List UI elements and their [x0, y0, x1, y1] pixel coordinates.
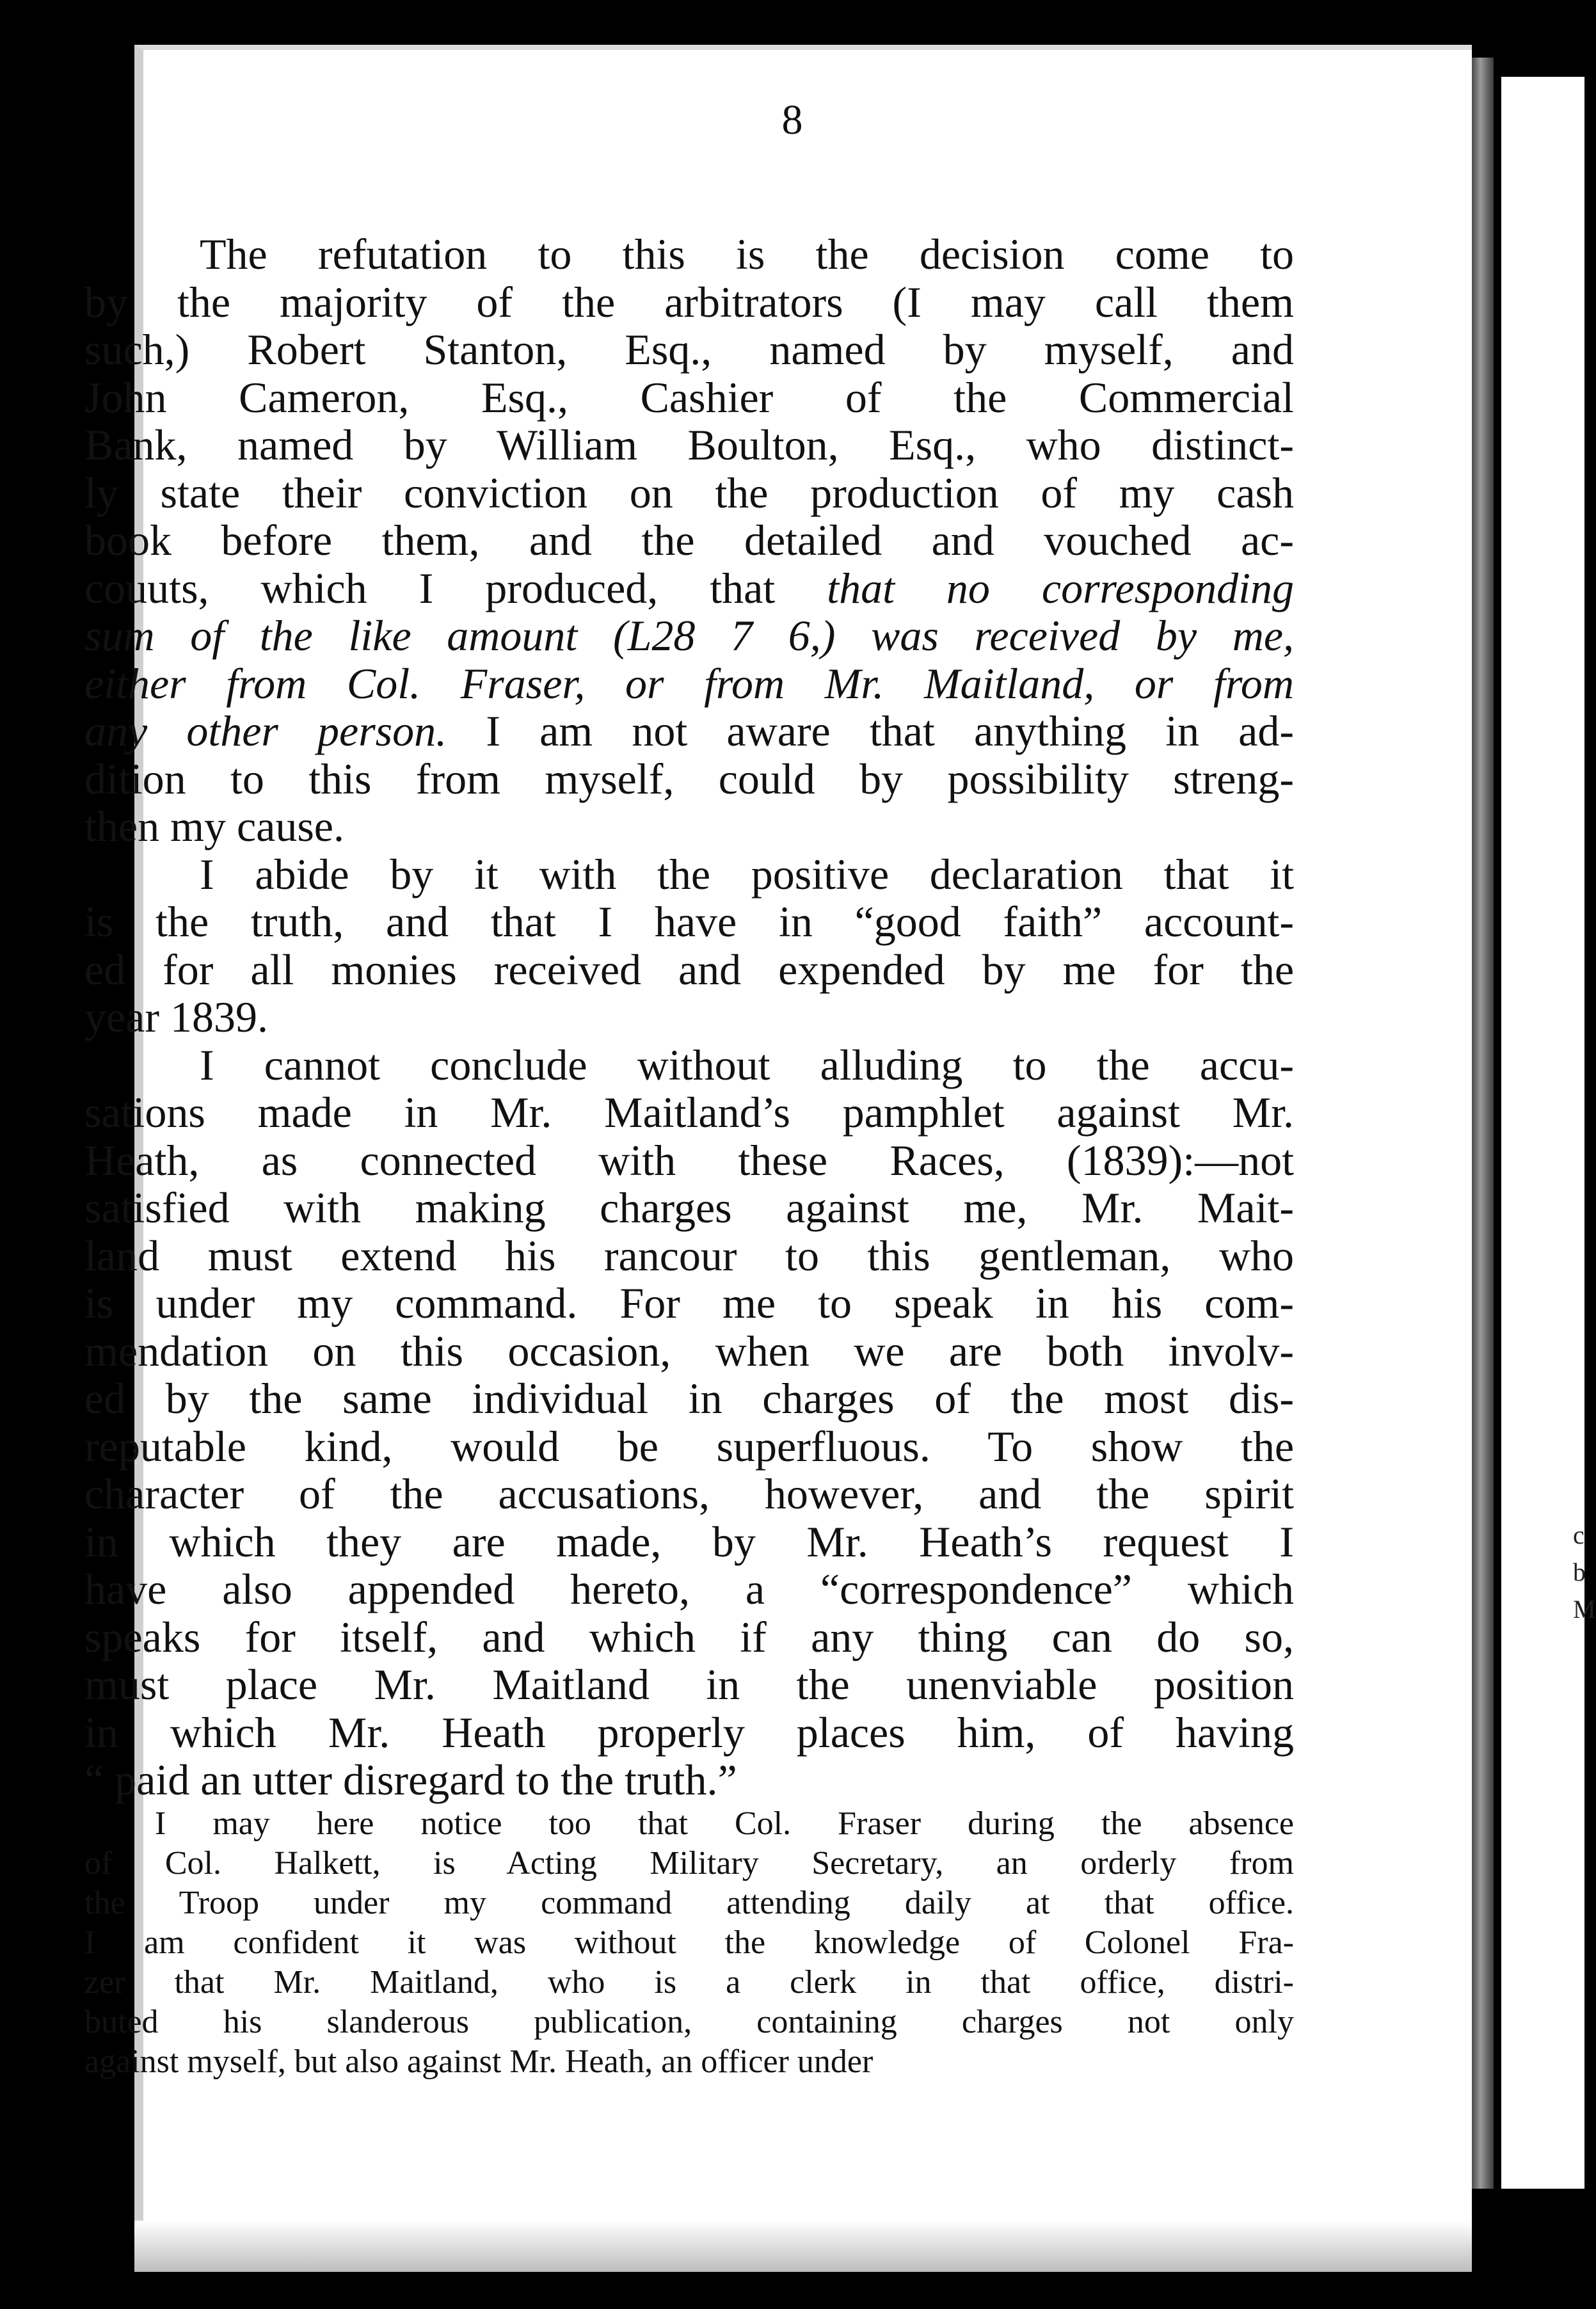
italic-run: either from Col. Fraser, or from Mr. Maitland, or from: [84, 659, 1294, 708]
text-line: such,) Robert Stanton, Esq., named by myself, and: [84, 325, 1294, 374]
next-leaf-letter: M: [1573, 1595, 1596, 1624]
text-line: in which Mr. Heath properly places him, of having: [84, 1707, 1294, 1757]
italic-run: any other person.: [84, 707, 447, 755]
note-line: of Col. Halkett, is Acting Military Secretary, an orderly from: [84, 1844, 1294, 1882]
text-line: ed by the same individual in charges of the most dis-: [84, 1374, 1294, 1423]
note-line: I may here notice too that Col. Fraser during the absence: [155, 1805, 1294, 1842]
text-line: ed for all monies received and expended by me for the: [84, 945, 1294, 994]
text-line: dition to this from myself, could by possibility streng-: [84, 754, 1294, 803]
text-line: speaks for itself, and which if any thing can do so,: [84, 1612, 1294, 1661]
italic-run: that no corresponding: [827, 563, 1295, 612]
text-line: I cannot conclude without alluding to the accu-: [200, 1040, 1294, 1089]
text-line: by the majority of the arbitrators (I may call them: [84, 277, 1294, 326]
text-line: The refutation to this is the decision come to: [200, 230, 1294, 278]
text-line: year 1839.: [84, 993, 269, 1041]
text-line: have also appended hereto, a “correspondence” which: [84, 1565, 1294, 1613]
note-line: the Troop under my command attending daily at that office.: [84, 1884, 1294, 1921]
page-bottom-shadow: [134, 2221, 1472, 2272]
text-line: “ paid an utter disregard to the truth.”: [84, 1755, 737, 1804]
next-leaf-letters: [1573, 1517, 1596, 1628]
text-line: Heath, as connected with these Races, (1839):—not: [84, 1135, 1294, 1185]
text-line: satisfied with making charges against me, Mr. Mait-: [84, 1183, 1294, 1232]
next-leaf-letter: c: [1573, 1521, 1584, 1549]
text-line: sations made in Mr. Maitland’s pamphlet against Mr.: [84, 1088, 1294, 1137]
next-leaf-edge: [1501, 77, 1584, 2189]
footnote-paragraph: [84, 1804, 1294, 2082]
italic-run: sum of the like amount (L28 7 6,) was received by me,: [84, 611, 1294, 660]
note-line: I am confident it was without the knowledge of Colonel Fra-: [84, 1924, 1294, 1961]
next-leaf-letter: b: [1573, 1558, 1586, 1586]
note-line: buted his slanderous publication, containing charges not only: [84, 2003, 1294, 2040]
text-line: must place Mr. Maitland in the unenviable position: [84, 1660, 1294, 1709]
text-line: in which they are made, by Mr. Heath’s request I: [84, 1517, 1294, 1566]
binding-edge: [1472, 58, 1494, 2189]
text-line: ly state their conviction on the production of my cash: [84, 468, 1294, 517]
text-line-italic: [84, 660, 1294, 708]
text-line: I abide by it with the positive declaration that it: [200, 849, 1294, 899]
note-line: against myself, but also against Mr. Heath, an officer under: [84, 2043, 874, 2080]
text-line-mixed: [84, 564, 1294, 612]
text-line-italic: [84, 612, 1294, 660]
text-line-mixed: [84, 707, 1294, 755]
text-line: reputable kind, would be superfluous. To show the: [84, 1421, 1294, 1471]
paragraph-declaration: [84, 851, 1294, 1041]
page-number: 8: [781, 97, 803, 143]
text-line: John Cameron, Esq., Cashier of the Commercial: [84, 372, 1294, 422]
paragraph-accusations: [84, 1041, 1294, 1804]
text-run: couuts, which I produced, that: [84, 563, 776, 612]
text-run: I am not aware that anything in ad-: [447, 707, 1295, 755]
note-line: zer that Mr. Maitland, who is a clerk in that office, distri-: [84, 1963, 1294, 2001]
paragraph-refutation: [84, 230, 1294, 851]
text-line: mendation on this occasion, when we are both involv-: [84, 1326, 1294, 1375]
text-line: is the truth, and that I have in “good faith” account-: [84, 897, 1294, 946]
text-line: is under my command. For me to speak in his com-: [84, 1279, 1294, 1327]
text-line: character of the accusations, however, and the spirit: [84, 1469, 1294, 1518]
text-line: Bank, named by William Boulton, Esq., who distinct-: [84, 420, 1294, 469]
body-text: [84, 230, 1294, 2082]
text-line: then my cause.: [84, 802, 344, 851]
text-line: book before them, and the detailed and vouched ac-: [84, 516, 1294, 564]
text-line: land must extend his rancour to this gentleman, who: [84, 1231, 1294, 1280]
